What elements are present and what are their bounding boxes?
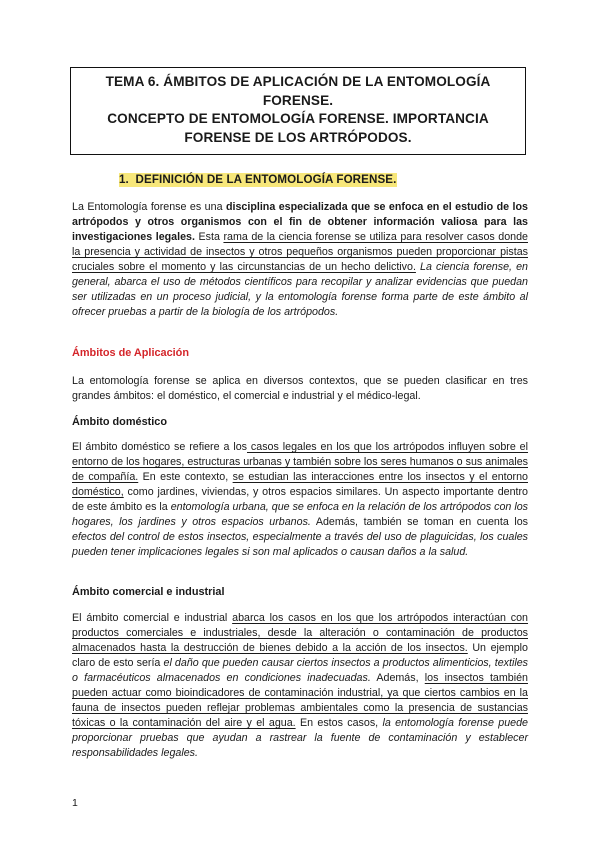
comercial-heading: Ámbito comercial e industrial — [72, 586, 225, 598]
definition-paragraph — [72, 200, 528, 320]
domestico-heading: Ámbito doméstico — [72, 416, 167, 428]
ambitos-heading: Ámbitos de Aplicación — [72, 347, 189, 359]
definition-text-2: Esta — [194, 231, 224, 243]
comercial-italic-2: la entomología forense puede proporcionar pruebas que ayudan a rastrear la fuente de contaminación y establecer responsabilidades legales. — [72, 717, 529, 759]
definition-italic-text: La ciencia forense, en general, abarca el uso de métodos científicos para recopilar y analizar evidencias que puedan ser utilizadas en un proceso judicial, y la entomología forense forma parte de este ámbito al ofrecer pruebas a partir de la biología de los artrópodos. — [72, 261, 528, 318]
section-1-number: 1. — [119, 173, 129, 186]
domestico-italic-2: efectos del control de estos insectos, especialmente a través del uso de plaguicidas, los cuales pueden tener implicaciones legales si son mal aplicados o causan daños a la salud. — [72, 531, 528, 558]
comercial-text-3: Además, — [370, 672, 425, 684]
domestico-text-1: El ámbito doméstico se refiere a los — [72, 441, 247, 453]
domestico-text-3: como jardines, viviendas, y otros espacios similares. Un aspecto importante dentro de este ámbito es la — [72, 486, 528, 513]
comercial-italic-1: el daño que pueden causar ciertos insectos a productos alimenticios, textiles o farmacéuticos almacenados en condiciones inadecuadas. — [72, 657, 528, 684]
section-1-title: DEFINICIÓN DE LA ENTOMOLOGÍA FORENSE. — [135, 173, 397, 186]
title-line-2: FORENSE. — [262, 92, 334, 108]
comercial-text-1: El ámbito comercial e industrial — [72, 612, 233, 624]
domestico-underlined-2: se estudian las interacciones entre los insectos y el entorno doméstico, — [72, 471, 528, 498]
domestico-italic-1: entomología urbana, que se enfoca en la relación de los artrópodos con los hogares, los jardines y otros espacios urbanos. — [72, 501, 528, 528]
comercial-paragraph — [72, 611, 528, 761]
definition-underlined-text: rama de la ciencia forense se utiliza para resolver casos donde la presencia y actividad de insectos y otros pequeños organismos pueden proporcionar pistas cruciales sobre el momento y las circunstancias de un hecho delictivo. — [72, 231, 528, 273]
domestico-text-4: Además, también se toman en cuenta los — [310, 516, 529, 528]
ambitos-intro: La entomología forense se aplica en diversos contextos, que se pueden clasificar en tres grandes ámbitos: el doméstico, el comercial e industrial y el médico-legal. — [72, 375, 528, 402]
comercial-text-4: En estos casos, — [295, 717, 383, 729]
title-box — [70, 67, 526, 155]
title-line-1: TEMA 6. ÁMBITOS DE APLICACIÓN DE LA ENTOMOLOGÍA — [105, 74, 491, 89]
definition-bold-text: disciplina especializada que se enfoca en el estudio de los artrópodos y otros organismos con el fin de obtener información valiosa para las investigaciones legales. — [72, 201, 528, 243]
page-number: 1 — [72, 797, 78, 809]
title-line-3: CONCEPTO DE ENTOMOLOGÍA FORENSE. IMPORTANCIA — [107, 111, 489, 126]
comercial-underlined-1: abarca los casos en los que los artrópodos interactúan con productos comerciales e industriales, desde la alteración o contaminación de productos almacenados hasta la destrucción de bienes debido a la acción de los insectos. — [72, 612, 529, 654]
section-1-heading — [119, 173, 397, 186]
domestico-underlined-1: casos legales en los que los artrópodos influyen sobre el entorno de los hogares, estructuras urbanas y también sobre los seres humanos o sus animales de compañía. — [72, 441, 529, 483]
comercial-text-2: Un ejemplo claro de esto sería — [72, 642, 528, 669]
domestico-paragraph — [72, 440, 528, 560]
title-line-4: FORENSE DE LOS ARTRÓPODOS. — [184, 129, 412, 145]
domestico-text-2: En este contexto, — [138, 471, 233, 483]
comercial-underlined-2: los insectos también pueden actuar como bioindicadores de contaminación industrial, ya que ciertos cambios en la fauna de insectos pueden reflejar problemas ambientales como la presencia de sustancias tóxicas o la contaminación del aire y el agua. — [72, 672, 528, 729]
definition-text: La Entomología forense es una — [72, 201, 226, 213]
